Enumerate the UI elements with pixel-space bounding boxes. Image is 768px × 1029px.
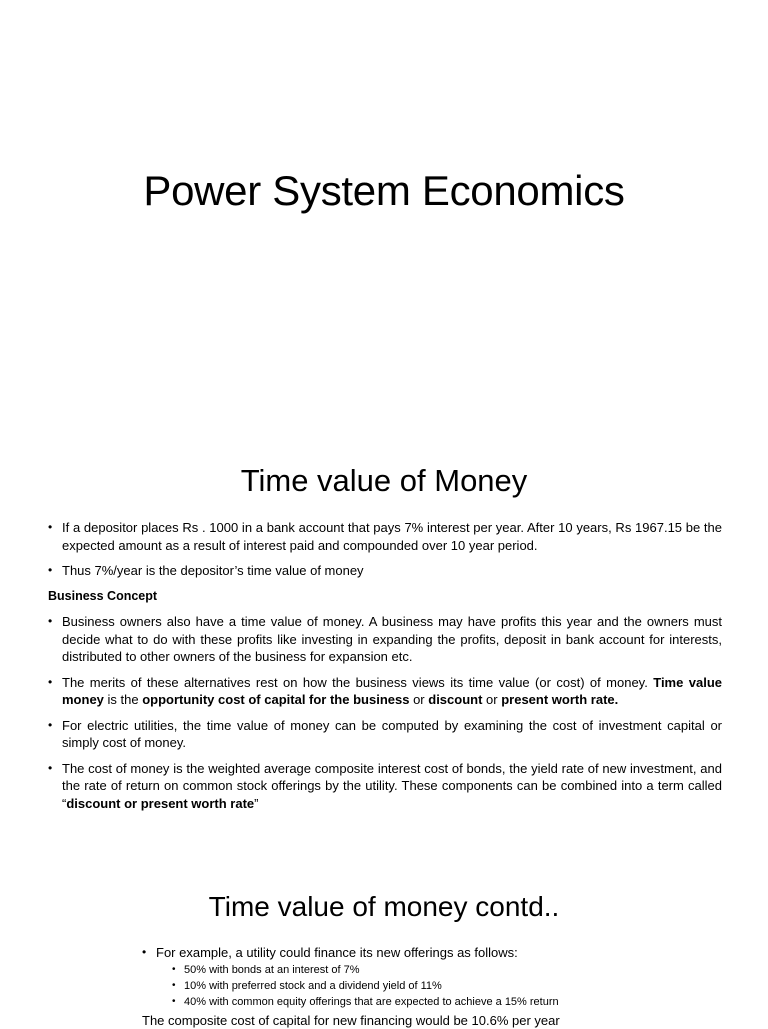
bullet-business-owners	[48, 613, 722, 666]
composite-cost-text: The composite cost of capital for new financing would be 10.6% per year	[142, 1013, 560, 1028]
slide-title-power-system-economics: Power System Economics	[143, 167, 625, 214]
bold-term: present worth rate.	[501, 692, 619, 707]
slide-title-time-value-contd: Time value of money contd..	[208, 891, 560, 922]
bullet-dot: •	[172, 980, 176, 991]
bullet-text-part: is the	[103, 692, 143, 707]
bullet-merits	[48, 674, 722, 709]
slide3-content	[142, 944, 742, 1029]
bullet-text-part: or	[482, 692, 502, 707]
bold-term: discount or present worth rate	[66, 795, 255, 811]
sub-list-item	[172, 962, 742, 978]
bullet-text: Thus 7%/year is the depositor’s time value of money	[62, 563, 364, 578]
bullet-text-part: The merits of these alternatives rest on how the business views its time value (or cost) of money.	[62, 674, 654, 690]
bold-term: Time value money	[62, 674, 722, 707]
bullet-text: Business owners also have a time value of money. A business may have profits this year and the owners must decide what to do with these profits like investing in expanding the profits, deposit in bank account for interests, distributed to other owners of the business for expansion etc.	[62, 614, 722, 664]
slide-title-time-value-of-money: Time value of Money	[240, 463, 528, 498]
bullet-depositor	[48, 519, 722, 554]
bold-term: opportunity cost of capital for the business	[142, 692, 410, 707]
sub-item-text: 50% with bonds at an interest of 7%	[184, 964, 360, 976]
bullet-text: If a depositor places Rs . 1000 in a bank account that pays 7% interest per year. After 10 years, Rs 1967.15 be the expected amount as a result of interest paid and compounded over 10 year period.	[62, 520, 722, 553]
bullet-dot: •	[48, 760, 53, 775]
bullet-depositor-rate	[48, 562, 722, 580]
bullet-dot: •	[48, 614, 53, 628]
sub-list-item	[172, 978, 742, 994]
bold-term: discount	[428, 692, 483, 707]
bullet-dot: •	[172, 996, 176, 1007]
bullet-dot: •	[48, 563, 53, 577]
bullet-dot: •	[142, 945, 147, 959]
bullet-dot: •	[48, 674, 53, 689]
bullet-dot: •	[172, 964, 176, 975]
business-concept-heading: Business Concept	[48, 588, 158, 603]
sub-list-item	[172, 994, 742, 1010]
bullet-dot: •	[48, 520, 53, 534]
bullet-example	[142, 944, 742, 961]
bullet-text-part: The cost of money is the weighted average composite interest cost of bonds, the yield rate of new investment, and the rate of return on common stock offerings by the utility. These components can be combined into a term called “	[62, 760, 722, 811]
bullet-electric-utilities	[48, 717, 722, 752]
sub-item-text: 40% with common equity offerings that are expected to achieve a 15% return	[184, 996, 559, 1008]
bullet-text-part: ”	[254, 795, 259, 811]
bullet-text: For electric utilities, the time value of money can be computed by examining the cost of investment capital or simply cost of money.	[62, 717, 722, 750]
bullet-dot: •	[48, 717, 53, 732]
bullet-text-part: or	[409, 692, 429, 707]
bullet-text: For example, a utility could finance its new offerings as follows:	[156, 945, 518, 960]
financing-sub-list	[172, 962, 742, 1010]
bullet-cost-of-money	[48, 760, 722, 813]
sub-item-text: 10% with preferred stock and a dividend yield of 11%	[184, 980, 442, 992]
slide2-content	[48, 519, 722, 820]
